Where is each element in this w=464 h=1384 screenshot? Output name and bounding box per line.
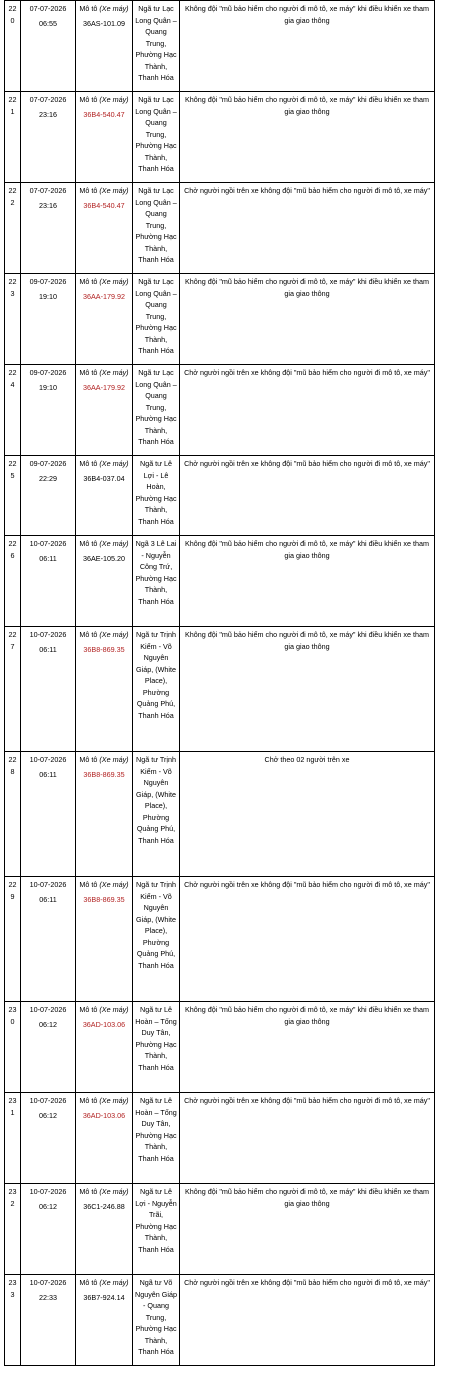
- location-cell: [133, 183, 180, 274]
- vehicle-type: Mô tô: [79, 186, 98, 195]
- violation-date: 10-07-2026: [29, 630, 67, 639]
- violation-time: 06:12: [39, 1110, 57, 1120]
- datetime-cell: [21, 183, 76, 274]
- vehicle-cell: [76, 365, 133, 456]
- license-plate[interactable]: 36AD-103.06: [82, 1110, 126, 1120]
- location-cell: [133, 1002, 180, 1093]
- violation-description: Chở người ngồi trên xe không đội "mũ bảo hiểm cho người đi mô tô, xe máy": [184, 186, 430, 195]
- violation-cell: [180, 1, 435, 92]
- violation-cell: [180, 456, 435, 536]
- vehicle-type: Mô tô: [79, 1278, 98, 1287]
- vehicle-subtype: (Xe máy): [99, 186, 129, 195]
- license-plate[interactable]: 36B4-037.04: [83, 473, 125, 483]
- vehicle-subtype: (Xe máy): [99, 1096, 129, 1105]
- violation-location: Ngã tư Lê Hoàn – Tống Duy Tân, Phường Hạc Thành, Thanh Hóa: [135, 1005, 177, 1072]
- license-plate[interactable]: 36AA-179.92: [83, 382, 125, 392]
- license-plate[interactable]: 36B8-869.35: [83, 769, 125, 779]
- location-cell: [133, 536, 180, 627]
- violation-time: 23:16: [39, 200, 57, 210]
- vehicle-subtype: (Xe máy): [99, 4, 129, 13]
- table-row: [5, 536, 435, 627]
- vehicle-type: Mô tô: [79, 880, 98, 889]
- violation-date: 10-07-2026: [29, 539, 67, 548]
- location-cell: [133, 752, 180, 877]
- datetime-cell: [21, 1184, 76, 1275]
- license-plate[interactable]: 36B8-869.35: [83, 644, 125, 654]
- license-plate[interactable]: 36AD-103.06: [82, 1019, 126, 1029]
- violation-location: Ngã tư Trịnh Kiểm - Võ Nguyên Giáp, (White Place), Phường Quảng Phú, Thanh Hóa: [136, 880, 176, 970]
- vehicle-cell: [76, 183, 133, 274]
- vehicle-type: Mô tô: [79, 1187, 98, 1196]
- row-number-text: 224: [8, 368, 17, 389]
- violation-time: 19:10: [39, 291, 57, 301]
- violation-cell: [180, 183, 435, 274]
- violation-cell: [180, 536, 435, 627]
- vehicle-subtype: (Xe máy): [99, 539, 129, 548]
- datetime-cell: [21, 1093, 76, 1184]
- violation-time: 06:11: [39, 644, 57, 654]
- violation-time: 06:12: [39, 1201, 57, 1211]
- table-row: [5, 456, 435, 536]
- violation-date: 10-07-2026: [29, 1096, 67, 1105]
- violation-date: 10-07-2026: [29, 1005, 67, 1014]
- violation-location: Ngã tư Lạc Long Quân – Quang Trung, Phường Hạc Thành, Thanh Hóa: [135, 186, 177, 264]
- violation-cell: [180, 274, 435, 365]
- violation-time: 06:11: [39, 769, 57, 779]
- row-number: [5, 274, 21, 365]
- table-row: [5, 274, 435, 365]
- violation-location: Ngã tư Lạc Long Quân – Quang Trung, Phường Hạc Thành, Thanh Hóa: [135, 95, 177, 173]
- vehicle-cell: [76, 1093, 133, 1184]
- violation-time: 22:29: [39, 473, 57, 483]
- table-row: [5, 1002, 435, 1093]
- vehicle-subtype: (Xe máy): [99, 755, 129, 764]
- row-number: [5, 877, 21, 1002]
- vehicle-type: Mô tô: [79, 1096, 98, 1105]
- row-number-text: 225: [8, 459, 17, 480]
- violation-description: Không đội "mũ bảo hiểm cho người đi mô tô, xe máy" khi điều khiển xe tham gia giao thông: [185, 539, 429, 560]
- location-cell: [133, 92, 180, 183]
- violation-cell: [180, 92, 435, 183]
- location-cell: [133, 1275, 180, 1366]
- row-number-text: 223: [8, 277, 17, 298]
- table-row: [5, 1, 435, 92]
- violation-time: 22:33: [39, 1292, 57, 1302]
- datetime-cell: [21, 1002, 76, 1093]
- vehicle-subtype: (Xe máy): [99, 630, 129, 639]
- violation-location: Ngã tư Võ Nguyên Giáp - Quang Trung, Phường Hạc Thành, Thanh Hóa: [135, 1278, 177, 1356]
- license-plate[interactable]: 36B4-540.47: [83, 200, 125, 210]
- vehicle-subtype: (Xe máy): [99, 1278, 129, 1287]
- violation-time: 19:10: [39, 382, 57, 392]
- table-row: [5, 92, 435, 183]
- violations-table: [4, 0, 435, 1366]
- row-number: [5, 752, 21, 877]
- datetime-cell: [21, 92, 76, 183]
- table-row: [5, 1184, 435, 1275]
- violation-date: 10-07-2026: [29, 880, 67, 889]
- table-row: [5, 752, 435, 877]
- violation-cell: [180, 877, 435, 1002]
- vehicle-subtype: (Xe máy): [99, 1187, 129, 1196]
- vehicle-type: Mô tô: [79, 368, 98, 377]
- violations-table-body: [5, 1, 435, 1366]
- vehicle-type: Mô tô: [79, 277, 98, 286]
- vehicle-type: Mô tô: [79, 95, 98, 104]
- row-number: [5, 1002, 21, 1093]
- vehicle-cell: [76, 627, 133, 752]
- vehicle-cell: [76, 1275, 133, 1366]
- vehicle-subtype: (Xe máy): [99, 368, 129, 377]
- violation-time: 06:55: [39, 18, 57, 28]
- violation-description: Không đội "mũ bảo hiểm cho người đi mô tô, xe máy" khi điều khiển xe tham gia giao thông: [185, 95, 429, 116]
- row-number: [5, 456, 21, 536]
- violation-description: Không đội "mũ bảo hiểm cho người đi mô tô, xe máy" khi điều khiển xe tham gia giao thông: [185, 1187, 429, 1208]
- violation-location: Ngã 3 Lê Lai - Nguyễn Công Trứ, Phường Hạc Thành, Thanh Hóa: [135, 539, 177, 606]
- row-number-text: 221: [8, 95, 17, 116]
- license-plate[interactable]: 36AE-105.20: [83, 553, 125, 563]
- vehicle-cell: [76, 536, 133, 627]
- vehicle-type: Mô tô: [79, 4, 98, 13]
- violation-location: Ngã tư Lê Hoàn – Tống Duy Tân, Phường Hạc Thành, Thanh Hóa: [135, 1096, 177, 1163]
- datetime-cell: [21, 627, 76, 752]
- location-cell: [133, 365, 180, 456]
- row-number-text: 220: [8, 4, 17, 25]
- row-number-text: 227: [8, 630, 17, 651]
- datetime-cell: [21, 365, 76, 456]
- row-number: [5, 183, 21, 274]
- violation-cell: [180, 752, 435, 877]
- vehicle-cell: [76, 1, 133, 92]
- row-number-text: 229: [8, 880, 17, 901]
- violation-cell: [180, 365, 435, 456]
- violation-time: 06:11: [39, 894, 57, 904]
- violation-description: Chở theo 02 người trên xe: [264, 755, 350, 764]
- violation-location: Ngã tư Lạc Long Quân – Quang Trung, Phường Hạc Thành, Thanh Hóa: [135, 368, 177, 446]
- vehicle-subtype: (Xe máy): [99, 277, 129, 286]
- location-cell: [133, 1184, 180, 1275]
- vehicle-cell: [76, 752, 133, 877]
- violation-time: 06:12: [39, 1019, 57, 1029]
- violation-cell: [180, 1002, 435, 1093]
- location-cell: [133, 1093, 180, 1184]
- datetime-cell: [21, 1275, 76, 1366]
- violation-location: Ngã tư Trịnh Kiểm - Võ Nguyên Giáp, (White Place), Phường Quảng Phú, Thanh Hóa: [136, 630, 176, 720]
- vehicle-cell: [76, 1002, 133, 1093]
- table-row: [5, 627, 435, 752]
- violation-date: 10-07-2026: [29, 1278, 67, 1287]
- vehicle-type: Mô tô: [79, 1005, 98, 1014]
- violation-date: 09-07-2026: [29, 277, 67, 286]
- violation-location: Ngã tư Lê Lợi - Nguyễn Trãi, Phường Hạc Thành, Thanh Hóa: [135, 1187, 177, 1254]
- violation-description: Không đội "mũ bảo hiểm cho người đi mô tô, xe máy" khi điều khiển xe tham gia giao thông: [185, 4, 429, 25]
- violation-cell: [180, 1184, 435, 1275]
- location-cell: [133, 274, 180, 365]
- table-row: [5, 1093, 435, 1184]
- row-number: [5, 536, 21, 627]
- violation-description: Chở người ngồi trên xe không đội "mũ bảo hiểm cho người đi mô tô, xe máy": [184, 1096, 430, 1105]
- datetime-cell: [21, 1, 76, 92]
- table-row: [5, 877, 435, 1002]
- location-cell: [133, 627, 180, 752]
- violation-description: Không đội "mũ bảo hiểm cho người đi mô tô, xe máy" khi điều khiển xe tham gia giao thông: [185, 277, 429, 298]
- datetime-cell: [21, 536, 76, 627]
- violation-description: Chở người ngồi trên xe không đội "mũ bảo hiểm cho người đi mô tô, xe máy": [184, 459, 430, 468]
- violation-date: 07-07-2026: [29, 4, 67, 13]
- location-cell: [133, 877, 180, 1002]
- violation-description: Chở người ngồi trên xe không đội "mũ bảo hiểm cho người đi mô tô, xe máy": [184, 368, 430, 377]
- datetime-cell: [21, 877, 76, 1002]
- violation-date: 09-07-2026: [29, 368, 67, 377]
- vehicle-type: Mô tô: [79, 539, 98, 548]
- violation-location: Ngã tư Lạc Long Quân – Quang Trung, Phường Hạc Thành, Thanh Hóa: [135, 4, 177, 82]
- vehicle-cell: [76, 92, 133, 183]
- row-number-text: 232: [8, 1187, 17, 1208]
- license-plate[interactable]: 36B8-869.35: [83, 894, 125, 904]
- license-plate[interactable]: 36AA-179.92: [83, 291, 125, 301]
- violation-cell: [180, 627, 435, 752]
- violation-description: Không đội "mũ bảo hiểm cho người đi mô tô, xe máy" khi điều khiển xe tham gia giao thông: [185, 630, 429, 651]
- violation-date: 10-07-2026: [29, 755, 67, 764]
- violation-cell: [180, 1093, 435, 1184]
- row-number: [5, 365, 21, 456]
- vehicle-subtype: (Xe máy): [99, 880, 129, 889]
- vehicle-cell: [76, 456, 133, 536]
- violation-location: Ngã tư Trịnh Kiểm - Võ Nguyên Giáp, (White Place), Phường Quảng Phú, Thanh Hóa: [136, 755, 176, 845]
- violation-description: Chở người ngồi trên xe không đội "mũ bảo hiểm cho người đi mô tô, xe máy": [184, 1278, 430, 1287]
- license-plate[interactable]: 36C1-246.88: [83, 1201, 125, 1211]
- violation-cell: [180, 1275, 435, 1366]
- violation-time: 06:11: [39, 553, 57, 563]
- table-row: [5, 365, 435, 456]
- license-plate[interactable]: 36B4-540.47: [83, 109, 125, 119]
- vehicle-cell: [76, 1184, 133, 1275]
- violation-date: 07-07-2026: [29, 95, 67, 104]
- vehicle-type: Mô tô: [79, 630, 98, 639]
- vehicle-type: Mô tô: [79, 459, 98, 468]
- row-number: [5, 1184, 21, 1275]
- vehicle-subtype: (Xe máy): [99, 95, 129, 104]
- violation-date: 10-07-2026: [29, 1187, 67, 1196]
- license-plate[interactable]: 36AS-101.09: [83, 18, 125, 28]
- vehicle-cell: [76, 274, 133, 365]
- row-number: [5, 1275, 21, 1366]
- violation-time: 23:16: [39, 109, 57, 119]
- violation-description: Không đội "mũ bảo hiểm cho người đi mô tô, xe máy" khi điều khiển xe tham gia giao thông: [185, 1005, 429, 1026]
- row-number: [5, 1093, 21, 1184]
- table-row: [5, 183, 435, 274]
- row-number-text: 222: [8, 186, 17, 207]
- row-number-text: 226: [8, 539, 17, 560]
- license-plate[interactable]: 36B7-924.14: [83, 1292, 125, 1302]
- row-number-text: 228: [8, 755, 17, 776]
- location-cell: [133, 1, 180, 92]
- datetime-cell: [21, 274, 76, 365]
- vehicle-subtype: (Xe máy): [99, 1005, 129, 1014]
- location-cell: [133, 456, 180, 536]
- row-number: [5, 92, 21, 183]
- datetime-cell: [21, 456, 76, 536]
- violation-date: 09-07-2026: [29, 459, 67, 468]
- violation-date: 07-07-2026: [29, 186, 67, 195]
- violation-location: Ngã tư Lạc Long Quân – Quang Trung, Phường Hạc Thành, Thanh Hóa: [135, 277, 177, 355]
- vehicle-subtype: (Xe máy): [99, 459, 129, 468]
- vehicle-cell: [76, 877, 133, 1002]
- table-row: [5, 1275, 435, 1366]
- row-number-text: 233: [8, 1278, 17, 1299]
- row-number: [5, 1, 21, 92]
- row-number: [5, 627, 21, 752]
- violation-description: Chở người ngồi trên xe không đội "mũ bảo hiểm cho người đi mô tô, xe máy": [184, 880, 430, 889]
- row-number-text: 230: [8, 1005, 17, 1026]
- vehicle-type: Mô tô: [79, 755, 98, 764]
- datetime-cell: [21, 752, 76, 877]
- row-number-text: 231: [8, 1096, 17, 1117]
- violation-location: Ngã tư Lê Lợi - Lê Hoàn, Phường Hạc Thành, Thanh Hóa: [135, 459, 177, 526]
